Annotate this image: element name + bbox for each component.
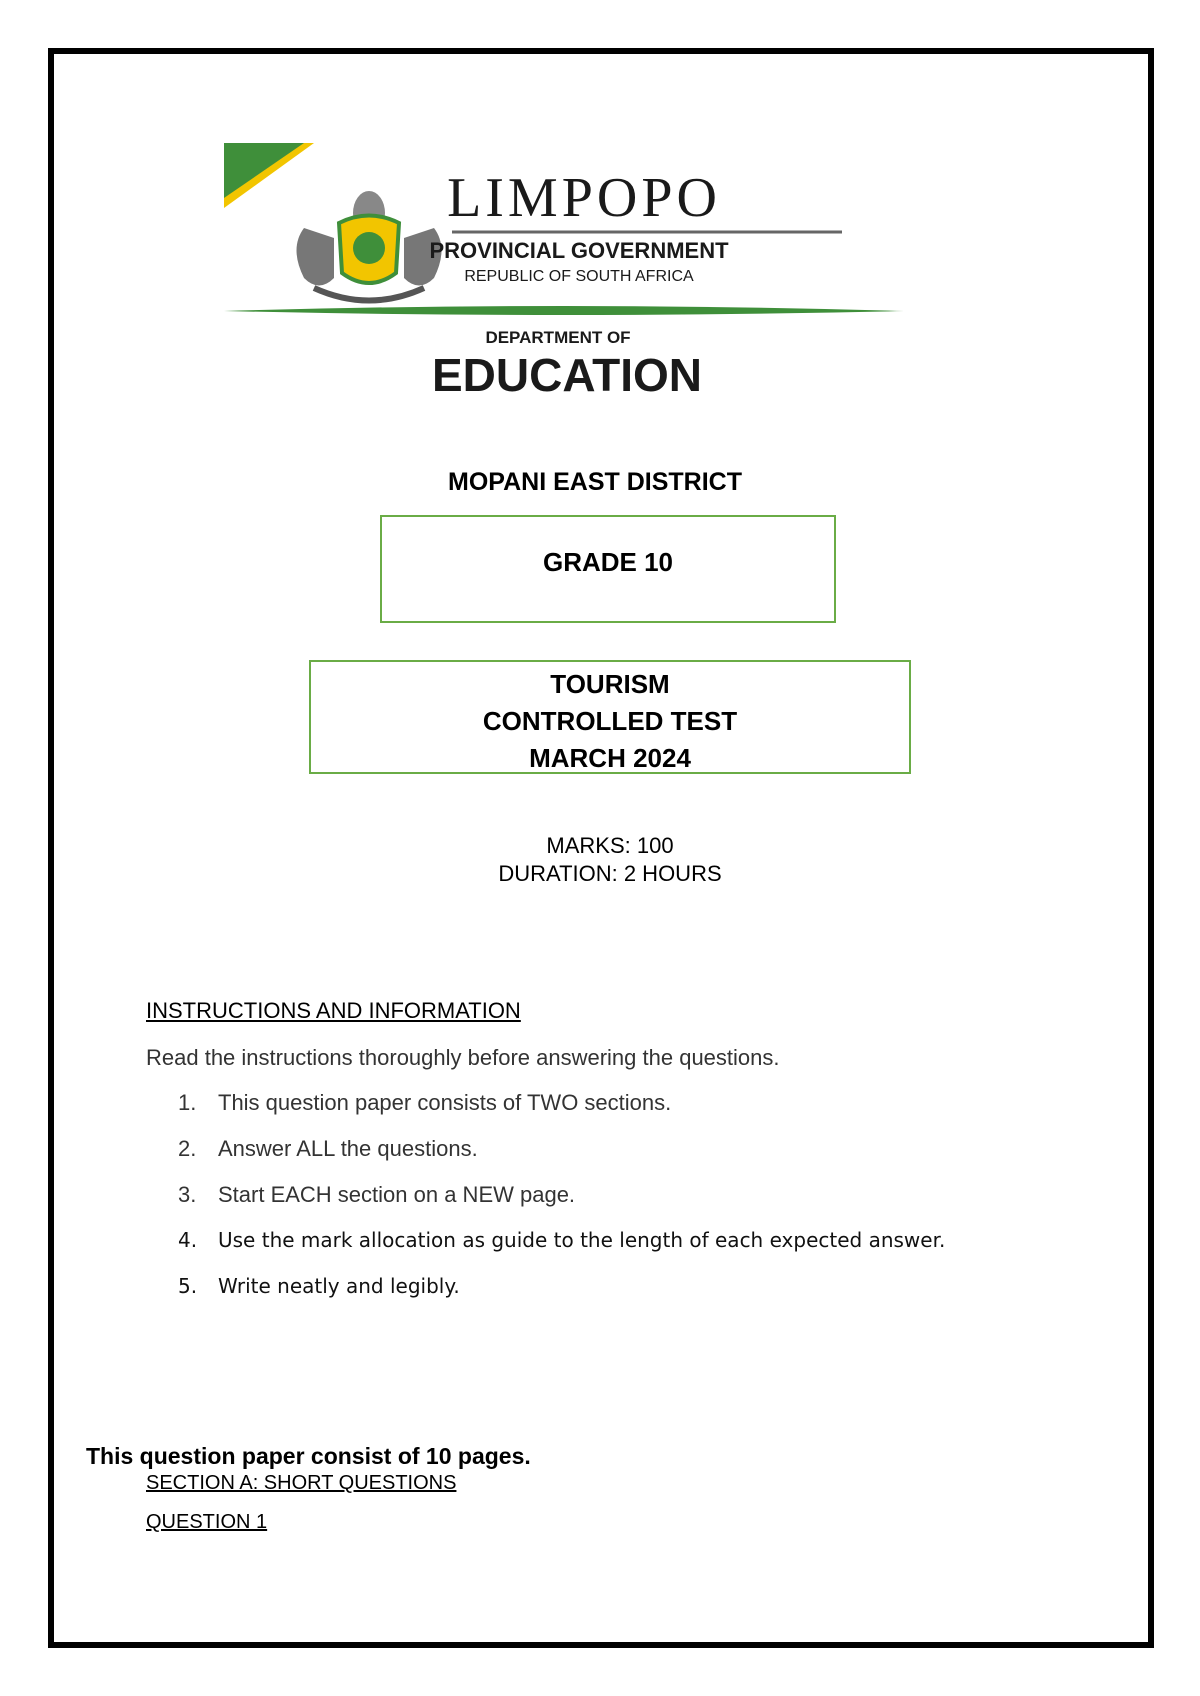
- instruction-text: Answer ALL the questions.: [218, 1136, 478, 1161]
- logo-republic: REPUBLIC OF SOUTH AFRICA: [464, 268, 694, 285]
- instruction-item: [178, 1274, 945, 1320]
- logo-department: EDUCATION: [431, 349, 703, 401]
- logo-province: LIMPOPO: [447, 167, 721, 229]
- grade-box: [380, 515, 836, 623]
- test-date: MARCH 2024: [529, 743, 691, 773]
- question-1-heading: QUESTION 1: [146, 1511, 268, 1533]
- pages-note: This question paper consist of 10 pages.: [86, 1443, 531, 1469]
- section-a-heading: SECTION A: SHORT QUESTIONS: [146, 1472, 457, 1494]
- logo-department-of: DEPARTMENT OF: [485, 328, 631, 347]
- instruction-text: Write neatly and legibly.: [218, 1274, 460, 1298]
- instruction-text: This question paper consists of TWO sections.: [218, 1090, 672, 1115]
- instruction-item: [178, 1182, 945, 1228]
- instructions-heading: INSTRUCTIONS AND INFORMATION: [146, 998, 521, 1023]
- instruction-number: 2.: [178, 1136, 197, 1161]
- marks-block: [400, 832, 820, 888]
- instruction-item: [178, 1090, 945, 1136]
- district-title: MOPANI EAST DISTRICT: [448, 468, 742, 496]
- duration-label: DURATION: 2 HOURS: [498, 861, 722, 886]
- instruction-item: [178, 1136, 945, 1182]
- instructions-intro: Read the instructions thoroughly before answering the questions.: [146, 1045, 780, 1070]
- coat-of-arms-icon: [297, 191, 442, 301]
- instruction-number: 5.: [178, 1274, 198, 1298]
- marks-label: MARKS: 100: [546, 833, 674, 858]
- instruction-number: 1.: [178, 1090, 197, 1115]
- limpopo-education-logo: [224, 143, 904, 413]
- subject-name: TOURISM: [550, 669, 670, 699]
- subject-box: [309, 660, 911, 774]
- logo-government: PROVINCIAL GOVERNMENT: [429, 238, 729, 263]
- instruction-number: 4.: [178, 1228, 198, 1252]
- ribbon-green: [224, 143, 304, 198]
- instruction-item: [178, 1228, 945, 1274]
- logo-swoosh: [224, 306, 904, 315]
- instruction-number: 3.: [178, 1182, 197, 1207]
- test-type: CONTROLLED TEST: [482, 706, 738, 736]
- instruction-text: Use the mark allocation as guide to the length of each expected answer.: [218, 1228, 946, 1252]
- instruction-text: Start EACH section on a NEW page.: [218, 1182, 576, 1207]
- instructions-list: [178, 1090, 945, 1320]
- grade-label: GRADE 10: [542, 547, 674, 577]
